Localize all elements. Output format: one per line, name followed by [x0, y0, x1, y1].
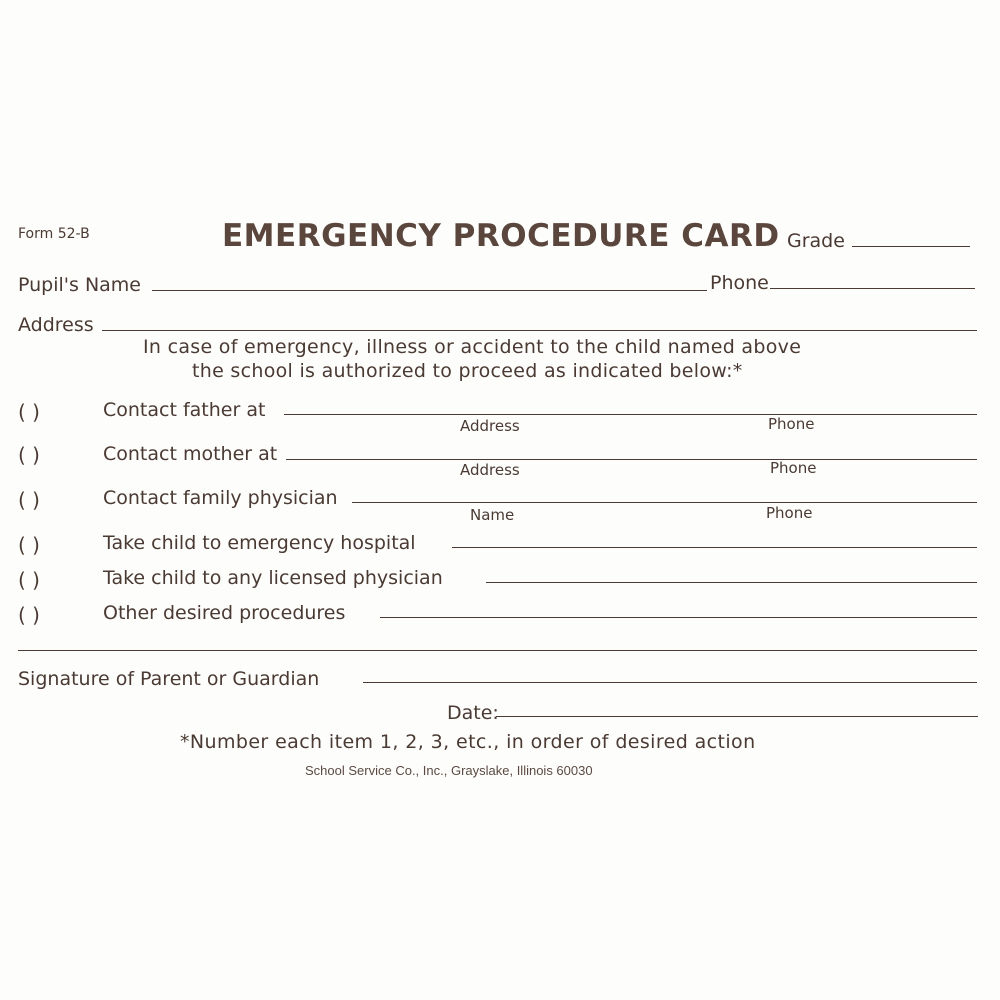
option-label-physician: Contact family physician	[103, 487, 338, 509]
date-field[interactable]	[496, 716, 978, 717]
option-checkbox-hospital[interactable]: ( )	[18, 533, 40, 557]
option-label-other: Other desired procedures	[103, 602, 346, 624]
licensed-physician-field[interactable]	[486, 582, 977, 583]
physician-name-sublabel: Name	[470, 506, 515, 524]
father-contact-field[interactable]	[284, 414, 977, 415]
pupil-name-label: Pupil's Name	[18, 274, 141, 296]
pupil-name-field[interactable]	[152, 290, 707, 291]
form-number: Form 52-B	[18, 226, 90, 242]
hospital-field[interactable]	[452, 547, 977, 548]
grade-label: Grade	[787, 230, 845, 252]
address-field[interactable]	[102, 330, 977, 331]
intro-line-1: In case of emergency, illness or accident to the child named above	[143, 336, 802, 358]
option-checkbox-physician[interactable]: ( )	[18, 488, 40, 512]
grade-field[interactable]	[852, 246, 970, 247]
card-title: EMERGENCY PROCEDURE CARD	[222, 218, 780, 254]
father-address-sublabel: Address	[460, 417, 520, 435]
option-label-father: Contact father at	[103, 399, 266, 421]
mother-address-sublabel: Address	[460, 461, 520, 479]
option-checkbox-mother[interactable]: ( )	[18, 443, 40, 467]
mother-phone-sublabel: Phone	[770, 459, 817, 477]
other-procedures-field[interactable]	[380, 617, 977, 618]
signature-field[interactable]	[363, 682, 977, 683]
option-checkbox-licensed-physician[interactable]: ( )	[18, 568, 40, 592]
option-checkbox-other[interactable]: ( )	[18, 603, 40, 627]
physician-phone-sublabel: Phone	[766, 504, 813, 522]
intro-line-2: the school is authorized to proceed as indicated below:*	[192, 360, 743, 382]
date-label: Date:	[447, 702, 499, 724]
pupil-phone-field[interactable]	[770, 288, 975, 289]
option-label-hospital: Take child to emergency hospital	[103, 532, 416, 554]
physician-contact-field[interactable]	[352, 502, 977, 503]
option-label-mother: Contact mother at	[103, 443, 278, 465]
father-phone-sublabel: Phone	[768, 415, 815, 433]
option-checkbox-father[interactable]: ( )	[18, 400, 40, 424]
mother-contact-field[interactable]	[286, 459, 977, 460]
pupil-phone-label: Phone	[710, 272, 769, 294]
signature-label: Signature of Parent or Guardian	[18, 668, 320, 690]
other-procedures-field-line-2[interactable]	[18, 650, 977, 651]
publisher-imprint: School Service Co., Inc., Grayslake, Illinois 60030	[305, 763, 593, 778]
address-label: Address	[18, 314, 94, 336]
footer-note: *Number each item 1, 2, 3, etc., in order of desired action	[180, 731, 756, 753]
option-label-licensed-physician: Take child to any licensed physician	[103, 567, 443, 589]
